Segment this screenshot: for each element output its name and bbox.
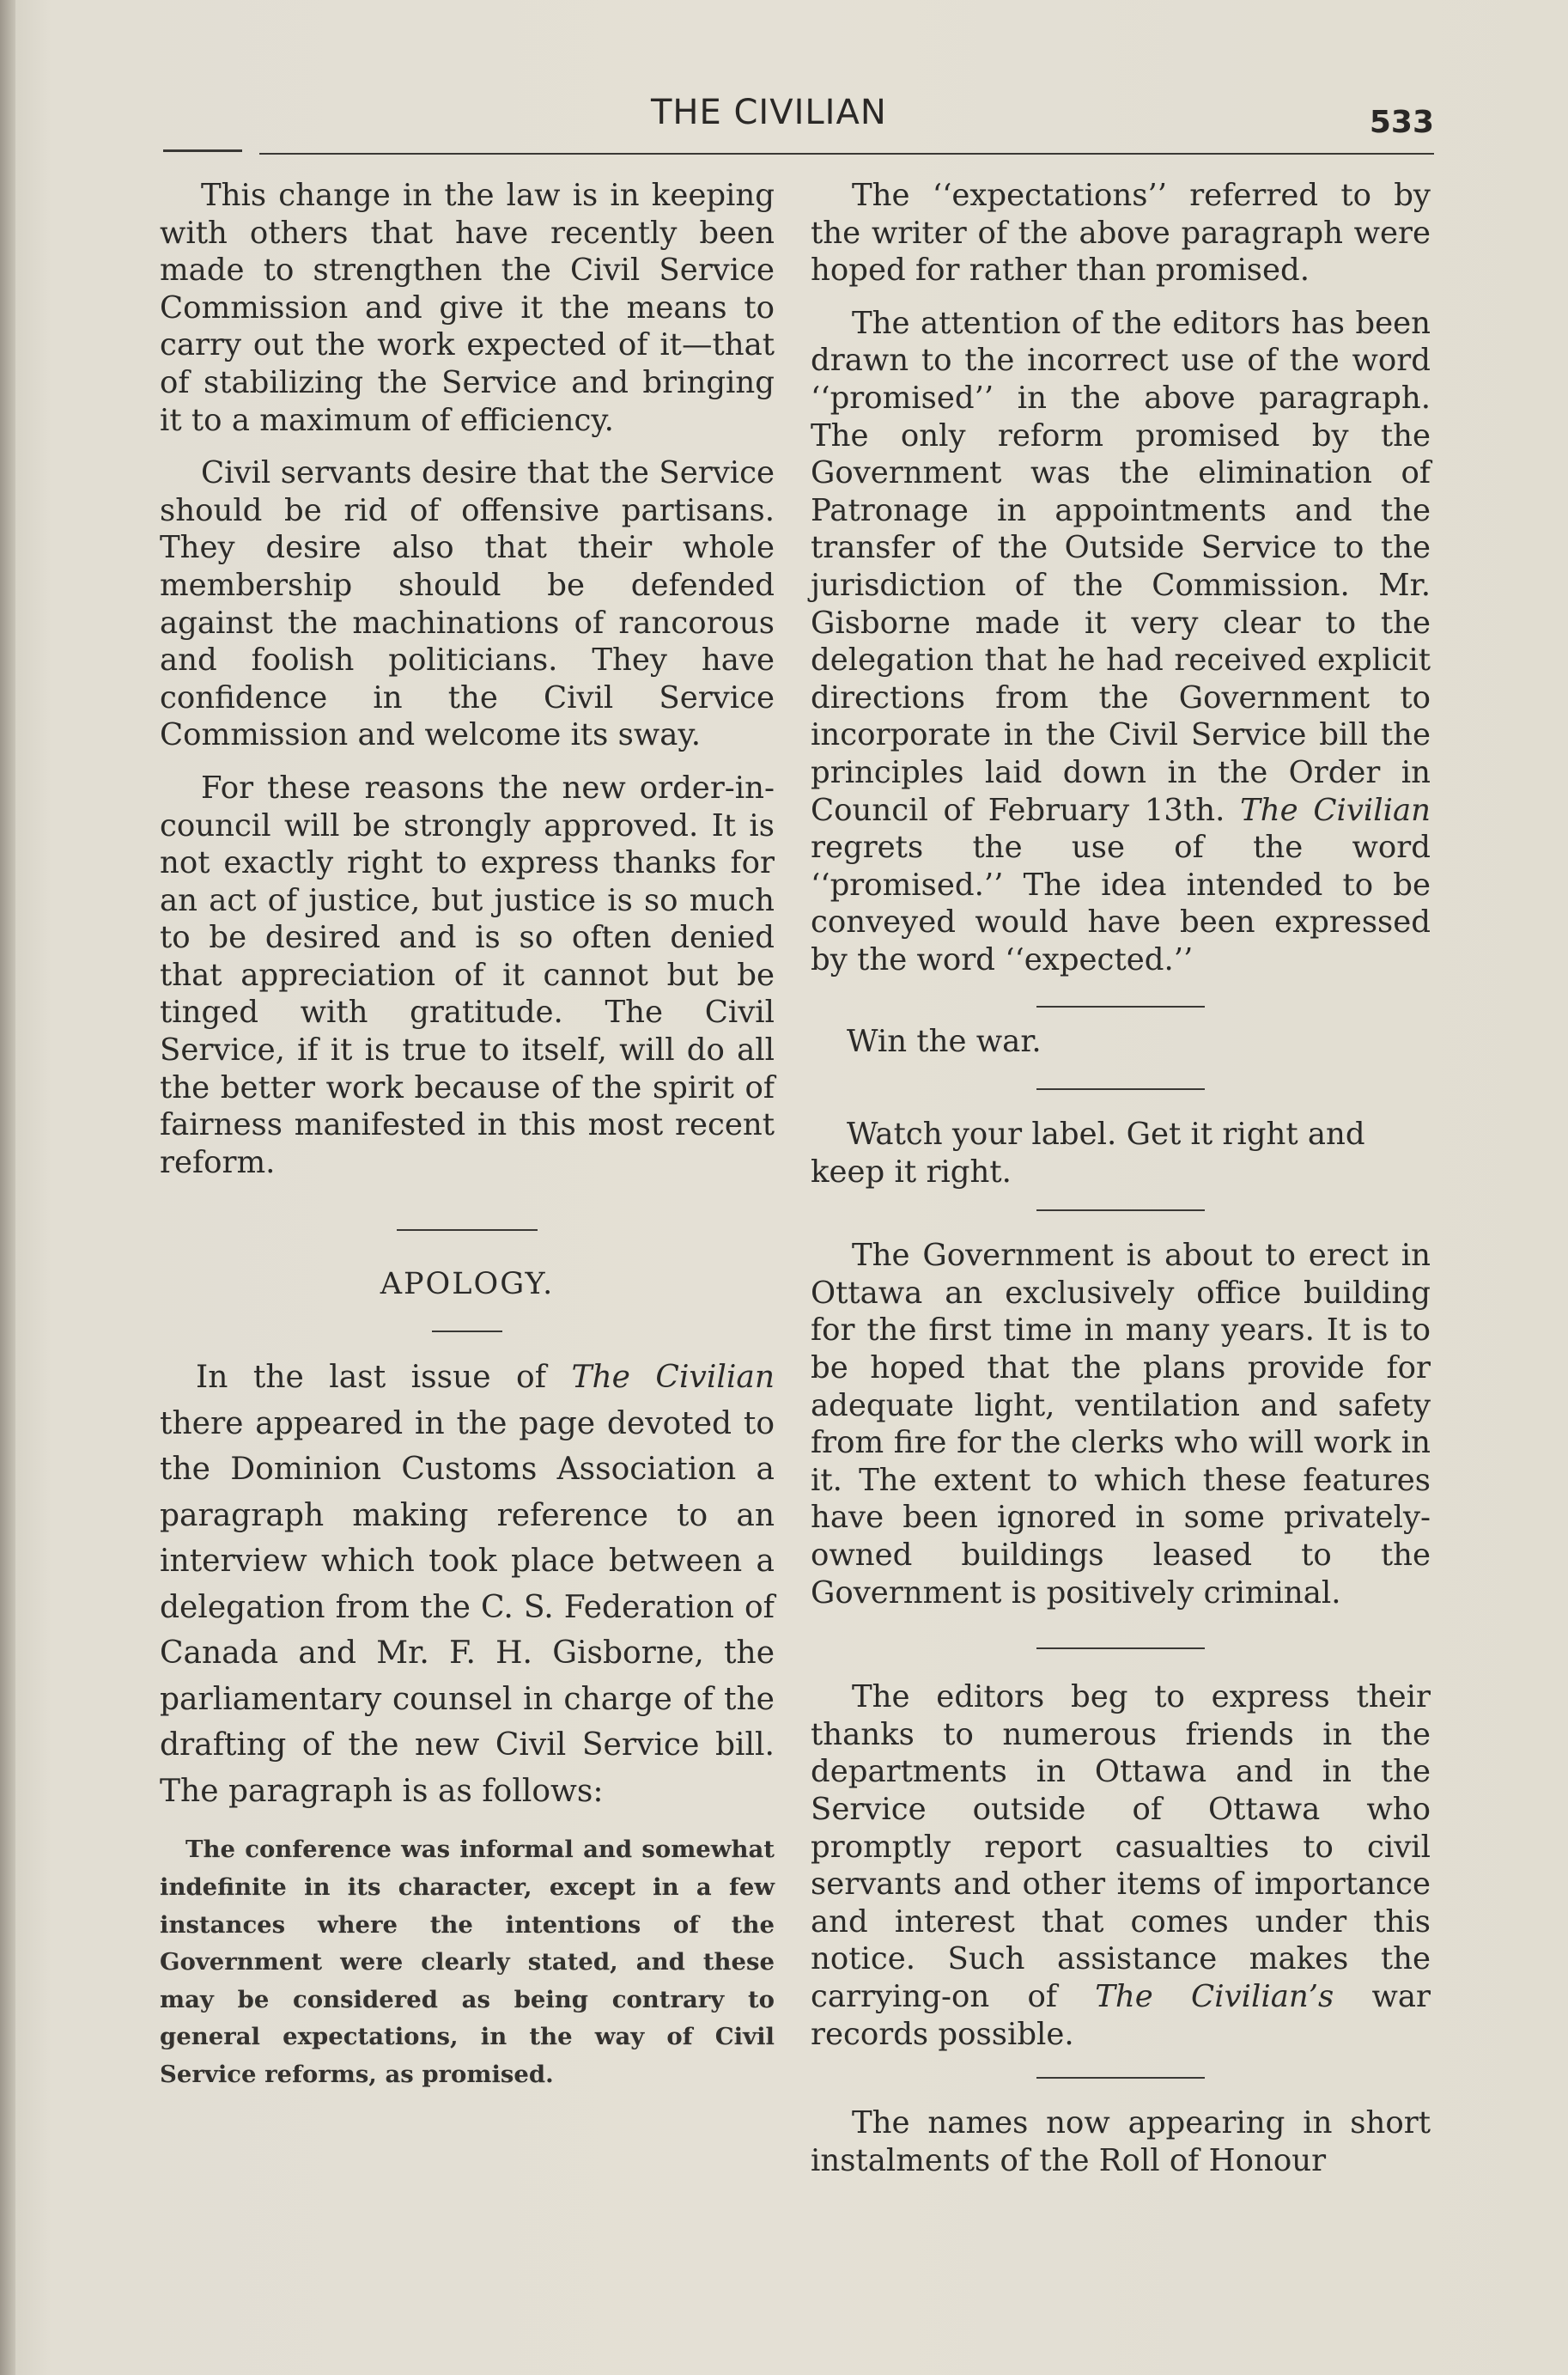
paragraph-roll-of-honour: The names now appearing in short instalments of the Roll of Honour <box>811 2105 1431 2178</box>
attention-publication-title: The Civilian <box>1240 792 1431 828</box>
paragraph-attention-of-editors <box>811 305 1431 979</box>
page-binding-shadow <box>0 0 15 2375</box>
apology-publication-title: The Civilian <box>571 1360 775 1396</box>
apology-text-rest: there appeared in the page devoted to the Dominion Customs Association a paragraph making reference to an interview which took place between a delegation from the C. S. Federation of Canada and Mr. F. H. Gisborne, the parliamentary counsel in charge of the drafting of the new Civil Service bill. The paragraph is as follows: <box>160 1405 775 1809</box>
separator-rule-2 <box>1036 1088 1205 1090</box>
paragraph-editors-thanks <box>811 1678 1431 2053</box>
page-number: 533 <box>1369 105 1434 140</box>
section-separator <box>397 1229 538 1231</box>
paragraph-order-in-council: For these reasons the new order-in-council will be strongly approved. It is not exactly right to express thanks for an act of justice, but justice is so much to be desired and is so often denied that appreciation of it cannot but be tinged with gratitude. The Civil Service, if it is true to itself, will do all the better work because of the spirit of fairness manifested in this most recent reform. <box>160 770 775 1180</box>
apology-text-start: In the last issue of <box>196 1360 572 1396</box>
paragraph-civil-servants: Civil servants desire that the Service should be rid of offensive partisans. They desire also that their whole membership should be defended against the machinations of rancorous and foolish politicians. They have confidence in the Civil Service Commission and welcome its sway. <box>160 455 775 753</box>
separator-rule-3 <box>1036 1209 1205 1211</box>
paragraph-law-change: This change in the law is in keeping with others that have recently been made to strengthen the Civil Service Commission and give it the means to carry out the work expected of it—that of stabilizing the Service and bringing it to a maximum of efficiency. <box>160 178 775 438</box>
editors-text-rest: war records possible. <box>811 1978 1431 2052</box>
quoted-paragraph: The conference was informal and somewhat indefinite in its character, except in a few instances where the intentions of the Government were clearly stated, and these may be considered as being contrary to general expectations, in the way of Civil Service reforms, as promised. <box>160 1836 775 2088</box>
paragraph-office-building: The Government is about to erect in Ottawa an exclusively office building for the first time in many years. It is to be hoped that the plans provide for adequate light, ventilation and safety from fire for the clerks who will work in it. The extent to which these features have been ignored in some privately-owned buildings leased to the Government is positively criminal. <box>811 1238 1431 1611</box>
running-title: THE CIVILIAN <box>651 93 887 132</box>
separator-rule-5 <box>1036 2077 1205 2079</box>
separator-rule-1 <box>1036 1006 1205 1008</box>
paragraph-watch-label: Watch your label. Get it right and keep it right. <box>811 1117 1365 1190</box>
header-rule <box>259 153 1434 155</box>
paragraph-expectations: The ‘‘expectations’’ referred to by the writer of the above paragraph were hoped for rather than promised. <box>811 178 1431 289</box>
apology-heading: APOLOGY. <box>380 1267 555 1302</box>
right-column <box>811 177 1431 2179</box>
separator-rule-4 <box>1036 1647 1205 1649</box>
left-column <box>160 177 775 2094</box>
attention-text-start: The attention of the editors has been drawn to the incorrect use of the word ‘‘promised’’ in the above paragraph. The only reform promised by the Government was the elimination of Patronage in appointments and the transfer of the Outside Service to the jurisdiction of the Commission. Mr. Gisborne made it very clear to the delegation that he had received explicit directions from the Government to incorporate in the Civil Service bill the principles laid down in the Order in Council of February 13th. <box>811 305 1431 828</box>
editors-text-start: The editors beg to express their thanks to numerous friends in the departments in Ottawa and in the Service outside of Ottawa who promptly report casualties to civil servants and other items of importance and interest that comes under this notice. Such assistance makes the carrying-on of <box>811 1679 1431 2014</box>
heading-rule <box>432 1331 502 1332</box>
paragraph-win-the-war: Win the war. <box>847 1024 1042 1060</box>
apology-paragraph <box>160 1355 775 1814</box>
header-rule-short <box>163 149 242 152</box>
page-header <box>163 93 1434 153</box>
attention-text-rest: regrets the use of the word ‘‘promised.’’ The idea intended to be conveyed would have been expressed by the word ‘‘expected.’’ <box>811 830 1431 977</box>
editors-publication-title: The Civilian’s <box>1095 1978 1334 2014</box>
